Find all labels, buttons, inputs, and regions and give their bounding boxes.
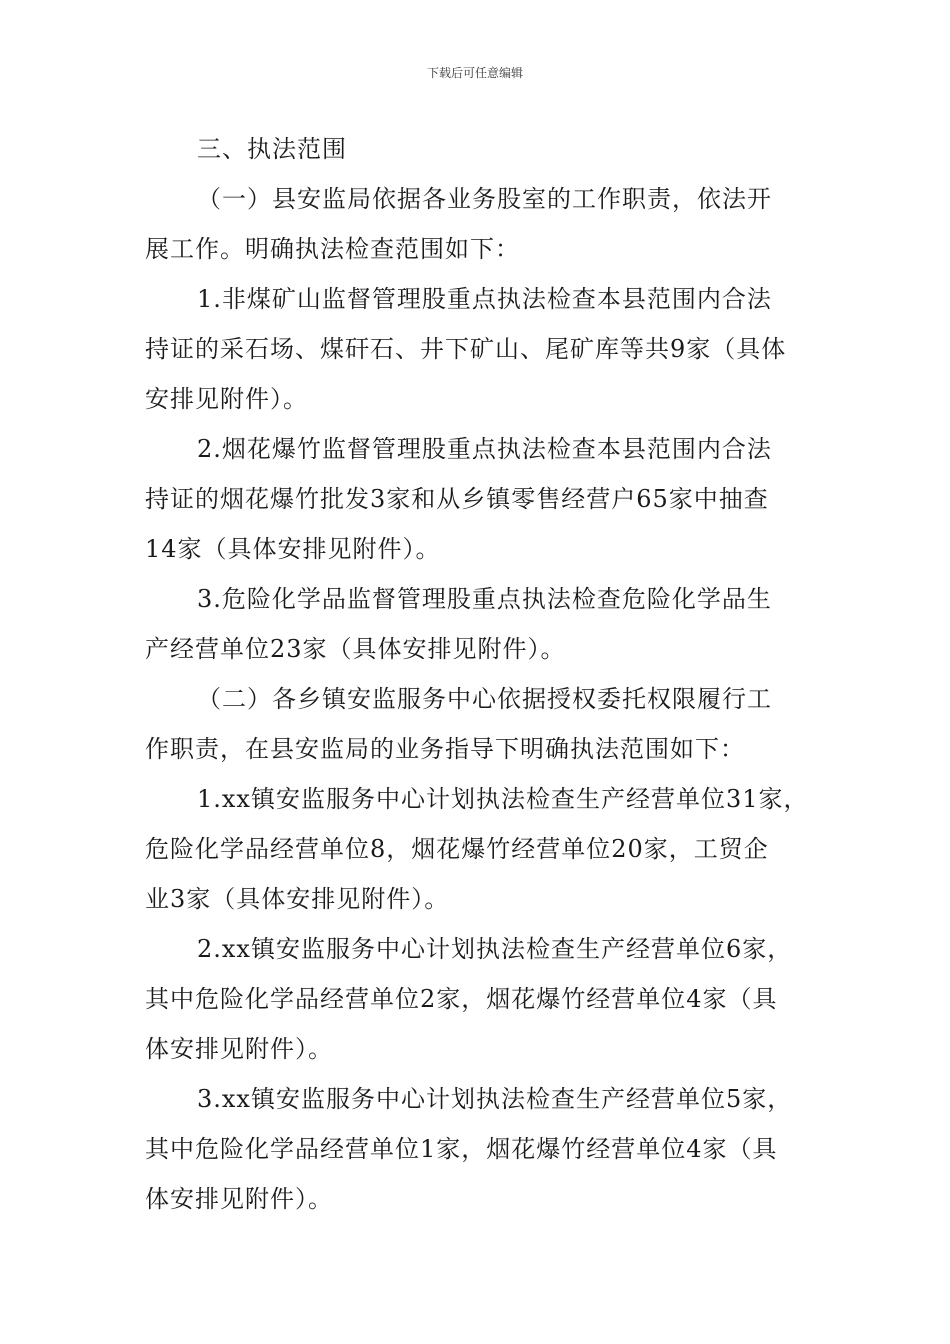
text-line: 体安排见附件）。 [145,1185,333,1213]
paragraph [145,674,825,774]
text-line: 其中危险化学品经营单位1家，烟花爆竹经营单位4家（具 [145,1135,778,1163]
paragraph [145,274,825,424]
text-line: （二）各乡镇安监服务中心依据授权委托权限履行工 [197,685,772,713]
text-line: 1.xx镇安监服务中心计划执法检查生产经营单位31家， [197,785,809,813]
paragraph [145,924,825,1074]
text-line: 2.烟花爆竹监督管理股重点执法检查本县范围内合法 [197,435,772,463]
page-header: 下载后可任意编辑 [426,66,523,80]
text-line: 作职责，在县安监局的业务指导下明确执法范围如下： [145,735,745,763]
text-line: 持证的采石场、煤矸石、井下矿山、尾矿库等共9家（具体 [145,335,787,363]
section-heading [145,124,825,174]
text-line: 业3家（具体安排见附件）。 [145,885,450,913]
paragraph [145,1074,825,1224]
text-line: 危险化学品经营单位8，烟花爆竹经营单位20家，工贸企 [145,835,769,863]
document-body [145,124,825,1224]
text-line: 展工作。明确执法检查范围如下： [145,235,520,263]
text-line: 1.非煤矿山监督管理股重点执法检查本县范围内合法 [197,285,772,313]
text-line: 安排见附件）。 [145,385,308,413]
paragraph [145,774,825,924]
text-line: 3.危险化学品监督管理股重点执法检查危险化学品生 [197,585,772,613]
text-line: 持证的烟花爆竹批发3家和从乡镇零售经营户65家中抽查 [145,485,769,513]
text-line: 2.xx镇安监服务中心计划执法检查生产经营单位6家， [197,935,793,963]
text-line: 14家（具体安排见附件）。 [145,535,441,563]
text-line: 其中危险化学品经营单位2家，烟花爆竹经营单位4家（具 [145,985,778,1013]
text-line: 体安排见附件）。 [145,1035,333,1063]
text-line: 三、执法范围 [197,135,347,163]
paragraph [145,574,825,674]
text-line: 3.xx镇安监服务中心计划执法检查生产经营单位5家， [197,1085,793,1113]
paragraph [145,174,825,274]
paragraph [145,424,825,574]
text-line: （一）县安监局依据各业务股室的工作职责，依法开 [197,185,772,213]
text-line: 产经营单位23家（具体安排见附件）。 [145,635,566,663]
